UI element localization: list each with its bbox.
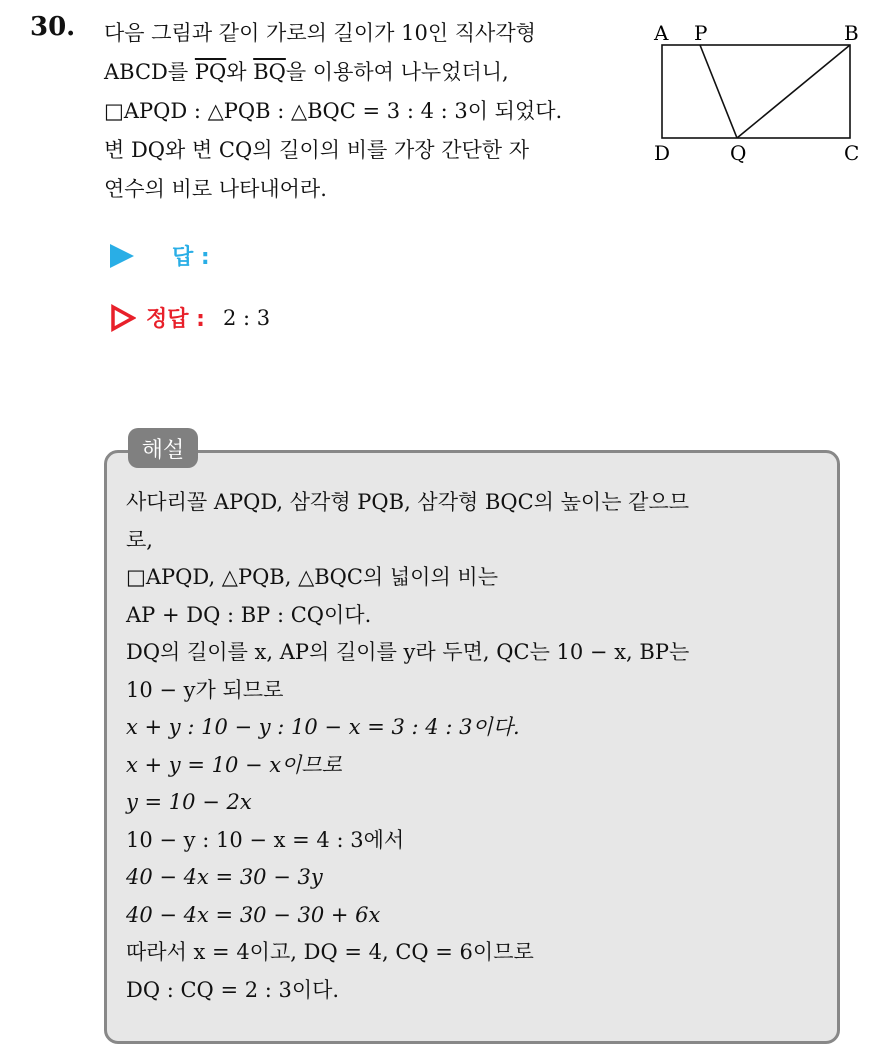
explanation-line: y = 10 − 2x	[126, 790, 252, 814]
explanation-line: DQ : CQ = 2 : 3이다.	[126, 977, 340, 1002]
explanation-line: x + y : 10 − y : 10 − x = 3 : 4 : 3이다.	[126, 715, 520, 739]
question-text-run: 다음 그림과 같이 가로의 길이가 10인 직사각형	[104, 21, 536, 45]
explanation-line: 40 − 4x = 30 − 30 + 6x	[126, 902, 381, 927]
explanation-body	[126, 484, 831, 1009]
question-line	[104, 170, 634, 209]
question-text	[104, 14, 634, 209]
question-text-run: 을 이용하여 나누었더니,	[285, 60, 509, 84]
question-text-run: 연수의 비로 나타내어라.	[104, 177, 327, 201]
question-text-run: 와	[226, 60, 254, 84]
correct-answer-label: 정답 :	[146, 307, 205, 332]
explanation-line: 10 − y : 10 − x = 4 : 3에서	[126, 827, 405, 852]
question-number: 30.	[30, 12, 76, 42]
label-a: A	[654, 21, 669, 45]
explanation-tab: 해설	[128, 428, 198, 468]
segment-pq: $\overline{PQ}$	[194, 60, 227, 84]
segment-bq-line	[737, 45, 850, 138]
explanation-line: DQ의 길이를 x, AP의 길이를 y라 두면, QC는 10 − x, BP는	[126, 640, 690, 664]
outline-triangle-icon	[110, 304, 136, 332]
explanation-line: □APQD, △PQB, △BQC의 넓이의 비는	[126, 565, 499, 589]
rectangle-abcd	[662, 45, 850, 138]
question-text-run: □APQD : △PQB : △BQC = 3 : 4 : 3이 되었다.	[104, 99, 563, 123]
segment-bq: $\overline{BQ}$	[253, 60, 286, 84]
explanation-line: 사다리꼴 APQD, 삼각형 PQB, 삼각형 BQC의 높이는 같으므	[126, 490, 690, 514]
explanation-line: 40 − 4x = 30 − 3y	[126, 865, 323, 889]
label-b: B	[844, 21, 859, 45]
question-text-run: 변 DQ와 변 CQ의 길이의 비를 가장 간단한 자	[104, 138, 530, 162]
correct-answer-row	[110, 302, 270, 333]
label-d: D	[654, 141, 671, 165]
question-line	[104, 53, 634, 92]
explanation-line: AP + DQ : BP : CQ이다.	[126, 602, 372, 627]
explanation-line: 10 − y가 되므로	[126, 677, 284, 702]
answer-row	[110, 240, 210, 271]
segment-pq-line	[700, 45, 737, 138]
label-c: C	[844, 141, 860, 165]
question-text-run: ABCD를	[104, 60, 195, 84]
explanation-line: 로,	[126, 527, 153, 552]
play-triangle-icon	[110, 244, 134, 268]
explanation-line: x + y = 10 − x이므로	[126, 752, 342, 777]
question-line	[104, 14, 634, 53]
correct-answer-value: 2 : 3	[222, 305, 271, 330]
label-p: P	[694, 21, 708, 45]
rectangle-figure	[650, 18, 872, 172]
answer-label: 답 :	[172, 245, 210, 270]
explanation-line: 따라서 x = 4이고, DQ = 4, CQ = 6이므로	[126, 940, 534, 964]
label-q: Q	[730, 141, 747, 165]
question-line	[104, 92, 634, 131]
question-line	[104, 131, 634, 170]
